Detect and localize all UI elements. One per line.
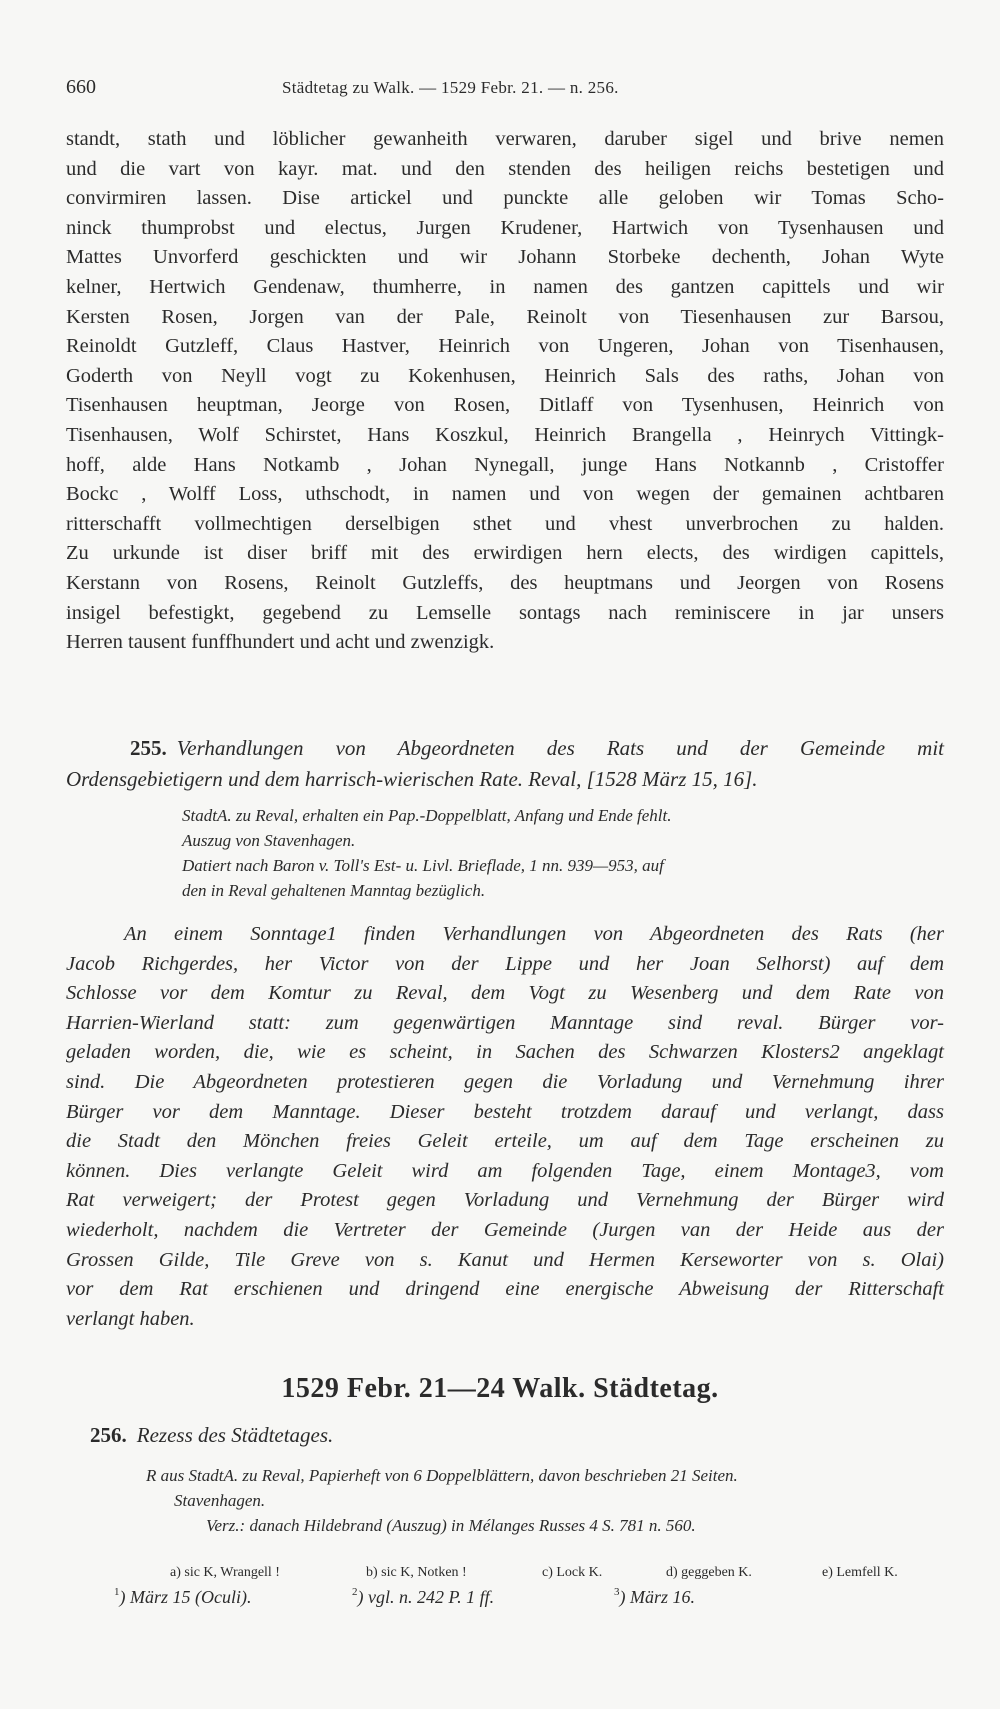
text-line: Kersten Rosen, Jorgen van der Pale, Reinolt von Tiesenhausen zur Barsou, <box>66 305 944 328</box>
section-256-source-note <box>146 1463 944 1538</box>
footnote-3: $^3$) März 16. <box>614 1586 696 1607</box>
footnote-e: e) Lemfell K. <box>822 1565 898 1580</box>
text-line: standt, stath und löblicher gewanheith verwaren, daruber sigel und brive nemen <box>66 128 944 150</box>
text-line: Bockc , Wolff Loss, uthschodt, in namen und von wegen der gemainen achtbaren <box>66 483 944 506</box>
footnote-a: a) sic K, Wrangell ! <box>170 1565 280 1580</box>
footnote-c: c) Lock K. <box>542 1565 603 1580</box>
text-line: ritterschafft vollmechtigen derselbigen sthet und vhest unverbrochen zu halden. <box>66 512 944 535</box>
text-line: Harrien-Wierland statt: zum gegenwärtigen Manntage sind reval. Bürger vor- <box>66 1011 944 1034</box>
text-line: können. Dies verlangte Geleit wird am folgenden Tage, einem Montage3, vom <box>66 1159 944 1182</box>
source-line: StadtA. zu Reval, erhalten ein Pap.-Doppelblatt, Anfang und Ende fehlt. <box>182 806 672 825</box>
text-line: die Stadt den Mönchen freies Geleit erteile, um auf dem Tage erscheinen zu <box>66 1130 944 1153</box>
section-title-line: Ordensgebietigern und dem harrisch-wierischen Rate. Reval, [1528 März 15, 16]. <box>66 767 758 791</box>
text-line: convirmiren lassen. Dise artickel und punckte alle geloben wir Tomas Scho- <box>66 187 944 210</box>
footnote-b: b) sic K, Notken ! <box>366 1565 467 1580</box>
text-line: Schlosse vor dem Komtur zu Reval, dem Vogt zu Wesenberg und dem Rate von <box>66 982 944 1005</box>
text-line: insigel befestigkt, gegebend zu Lemselle sontags nach reminiscere in jar unsers <box>66 601 944 624</box>
text-line: Mattes Unvorferd geschickten und wir Johann Storbeke dechenth, Johan Wyte <box>66 246 944 269</box>
session-heading: 1529 Febr. 21—24 Walk. Städtetag. <box>281 1373 719 1404</box>
page-number: 660 <box>66 76 96 98</box>
page-header <box>66 76 946 106</box>
text-line: kelner, Hertwich Gendenaw, thumherre, in namen des gantzen capittels und wir <box>66 275 944 298</box>
running-title: Städtetag zu Walk. — 1529 Febr. 21. — n. 256. <box>282 78 619 97</box>
text-line: Jacob Richgerdes, her Victor von der Lippe und her Joan Selhorst) auf dem <box>66 952 944 975</box>
text-line: An einem Sonntage1 finden Verhandlungen von Abgeordneten des Rats (her <box>124 923 944 945</box>
text-line: Grossen Gilde, Tile Greve von s. Kanut und Hermen Kerseworter von s. Olai) <box>66 1248 944 1271</box>
text-line: Bürger vor dem Manntage. Dieser besteht trotzdem darauf und verlangt, dass <box>66 1100 944 1123</box>
footnote-2: $^2$) vgl. n. 242 P. 1 ff. <box>352 1586 495 1607</box>
text-line: und die vart von kayr. mat. und den stenden des heiligen reichs bestetigen und <box>66 157 944 180</box>
source-line: den in Reval gehaltenen Manntag bezüglich. <box>182 881 486 900</box>
section-title-line: Verhandlungen von Abgeordneten des Rats und der Gemeinde mit <box>176 736 944 760</box>
footnote-1: $^1$) März 15 (Oculi). <box>114 1586 252 1607</box>
paragraph-regest-255 <box>66 920 944 1334</box>
text-line: Rat verweigert; der Protest gegen Vorladung und Vernehmung der Bürger wird <box>66 1189 944 1212</box>
text-line: hoff, alde Hans Notkamb , Johan Nynegall, junge Hans Notkannb , Cristoffer <box>66 453 944 476</box>
text-line: vor dem Rat erschienen und dringend eine energische Abweisung der Ritterschaft <box>66 1278 944 1301</box>
text-line: Kerstann von Rosens, Reinolt Gutzleffs, des heuptmans und Jeorgen von Rosens <box>66 571 944 594</box>
section-number: 256. <box>90 1423 127 1447</box>
section-title: Rezess des Städtetages. <box>136 1423 334 1447</box>
text-line: sind. Die Abgeordneten protestieren gegen die Vorladung und Vernehmung ihrer <box>66 1070 944 1093</box>
text-line: Zu urkunde ist diser briff mit des erwirdigen hern elects, des wirdigen capittels, <box>66 542 944 565</box>
text-line: Reinoldt Gutzleff, Claus Hastver, Heinrich von Ungeren, Johan von Tisenhausen, <box>66 335 944 358</box>
section-number: 255. <box>130 736 167 760</box>
paragraph-charter-text <box>66 125 944 658</box>
source-line: Auszug von Stavenhagen. <box>182 831 356 850</box>
text-line: Tisenhausen heuptman, Jeorge von Rosen, Ditlaff von Tysenhusen, Heinrich von <box>66 394 944 417</box>
text-line: geladen worden, die, wie es scheint, in Sachen des Schwarzen Klosters2 angeklagt <box>66 1041 944 1064</box>
text-line: ninck thumprobst und electus, Jurgen Krudener, Hartwich von Tysenhausen und <box>66 216 944 239</box>
text-line: verlangt haben. <box>66 1307 195 1330</box>
source-line: Verz.: danach Hildebrand (Auszug) in Mélanges Russes 4 S. 781 n. 560. <box>206 1516 696 1535</box>
footnote-d: d) geggeben K. <box>666 1565 752 1580</box>
text-line: wiederholt, nachdem die Vertreter der Gemeinde (Jurgen van der Heide aus der <box>66 1218 944 1241</box>
source-line: R aus StadtA. zu Reval, Papierheft von 6 Doppelblättern, davon beschrieben 21 Seiten. <box>146 1466 738 1485</box>
source-line: Datiert nach Baron v. Toll's Est- u. Livl. Brieflade, 1 nn. 939—953, auf <box>182 856 664 875</box>
source-line: Stavenhagen. <box>174 1491 266 1510</box>
section-256-heading <box>66 1420 944 1451</box>
text-line: Goderth von Neyll vogt zu Kokenhusen, Heinrich Sals des raths, Johan von <box>66 364 944 387</box>
section-255-heading <box>66 733 944 795</box>
section-255-source-note <box>182 803 944 903</box>
text-line: Herren tausent funffhundert und acht und zwenzigk. <box>66 631 495 654</box>
text-line: Tisenhausen, Wolf Schirstet, Hans Koszkul, Heinrich Brangella , Heinrych Vittingk- <box>66 423 944 446</box>
